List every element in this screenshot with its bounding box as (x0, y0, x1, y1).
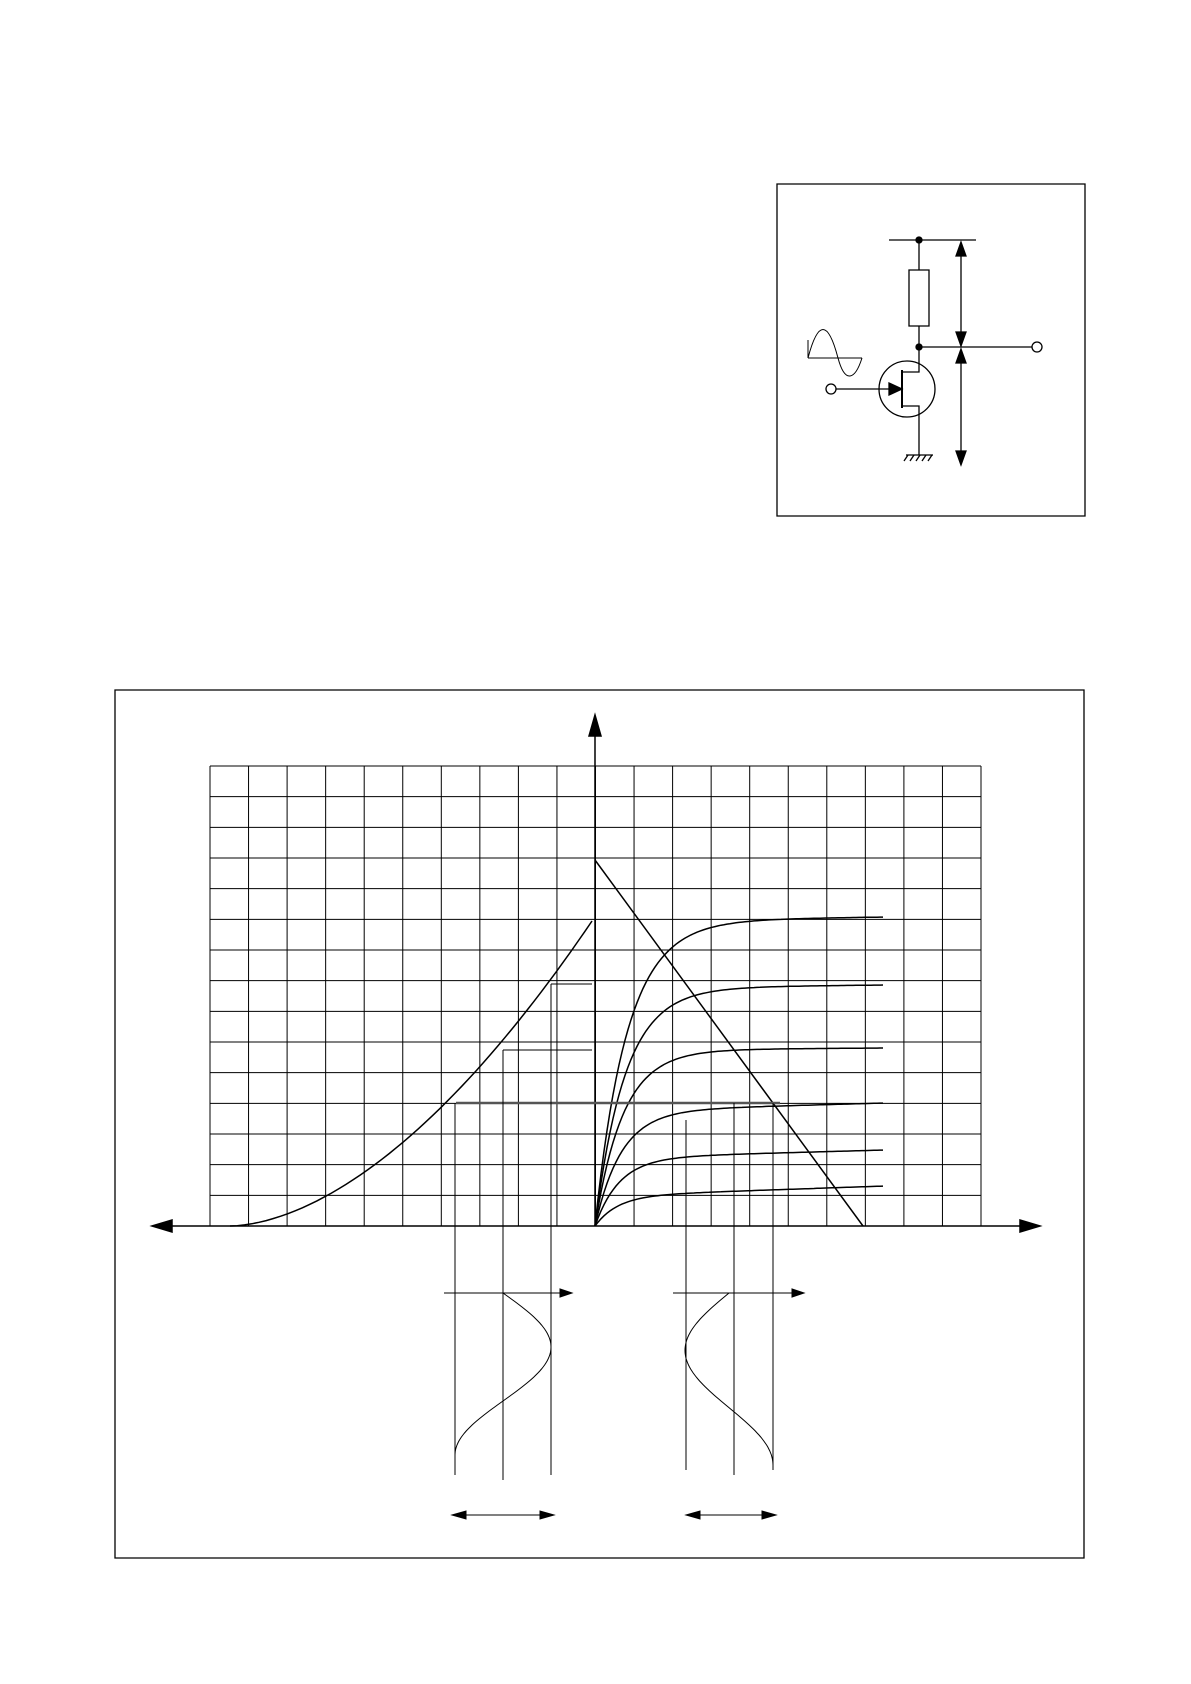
axis-arrow-right (1020, 1220, 1040, 1232)
gate-input-terminal (826, 384, 836, 394)
input-time-arrow (560, 1289, 572, 1297)
axis-arrow-up (589, 715, 601, 736)
output-characteristic-curve (595, 917, 883, 1226)
axis-arrow-left (152, 1220, 172, 1232)
jfet-source-lead (902, 406, 919, 455)
input-amplitude-arrowhead-left (452, 1511, 466, 1519)
transfer-curve (230, 921, 592, 1226)
drain-source-voltage-arrow (956, 349, 966, 465)
schematic-panel (777, 184, 1085, 516)
drain-resistor (909, 270, 929, 326)
characteristic-panel (115, 690, 1084, 1558)
diagram-frame (115, 690, 1084, 1558)
jfet-drain-lead (902, 347, 919, 372)
output-time-arrow (792, 1289, 804, 1297)
output-sine-wave (685, 1293, 773, 1465)
load-line (595, 860, 863, 1226)
output-characteristic-curve (595, 985, 883, 1226)
ground-symbol (904, 455, 933, 461)
input-sine-wave-icon (808, 330, 862, 377)
output-characteristic-curve (595, 1186, 883, 1226)
output-amplitude-arrowhead-right (762, 1511, 776, 1519)
output-terminal (1032, 342, 1042, 352)
input-amplitude-arrowhead-right (540, 1511, 554, 1519)
output-amplitude-arrowhead-left (686, 1511, 700, 1519)
jfet-gate-arrow (889, 383, 902, 395)
supply-voltage-arrow (956, 242, 966, 346)
